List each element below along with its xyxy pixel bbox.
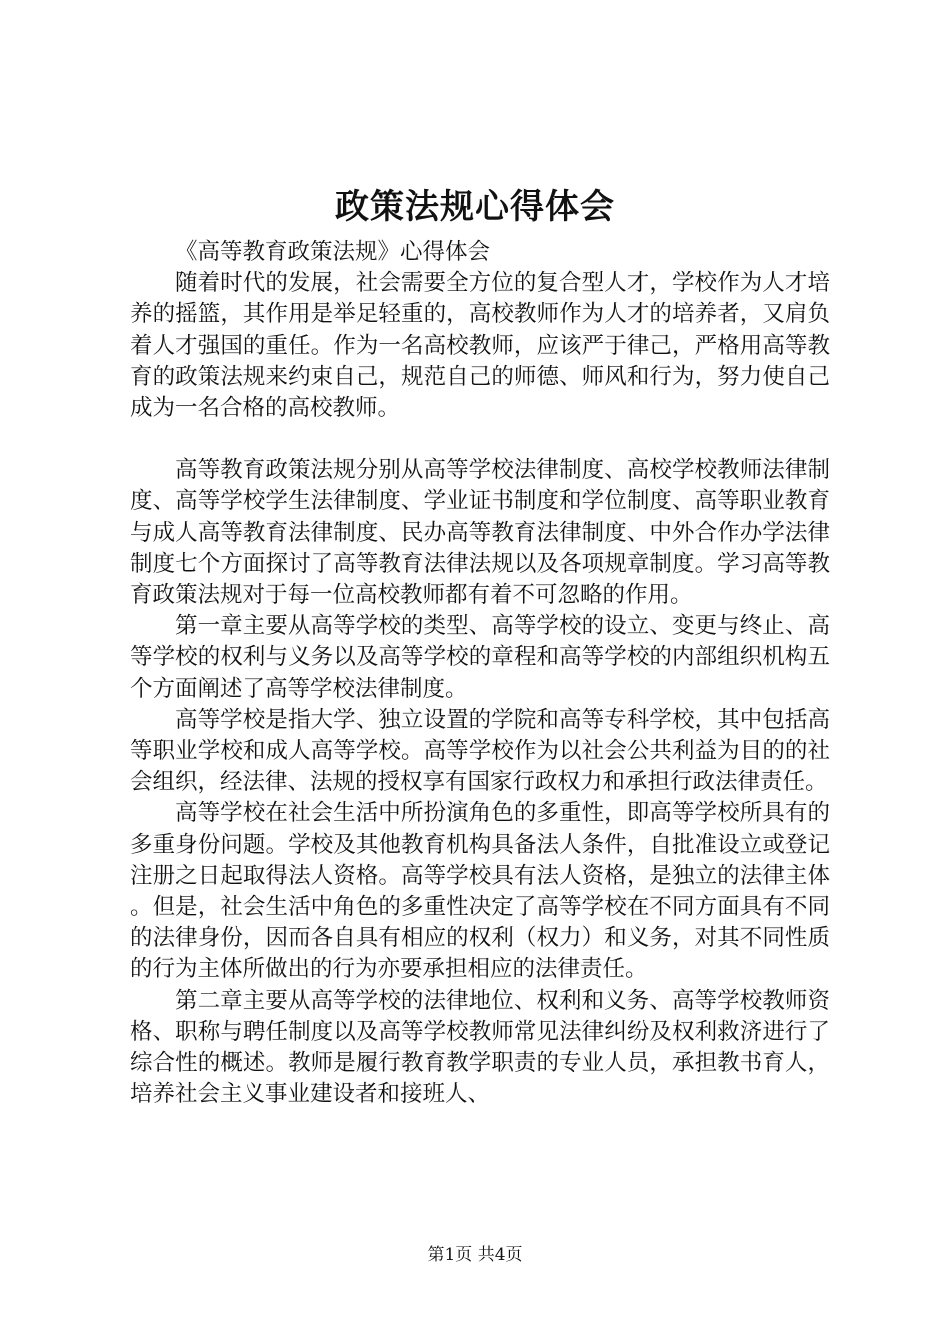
paragraph: 高等学校在社会生活中所扮演角色的多重性，即高等学校所具有的多重身份问题。学校及其他教育机构具备法人条件，自批准设立或登记注册之日起取得法人资格。高等学校具有法人资格，是独立的法律主体。但是，社会生活中角色的多重性决定了高等学校在不同方面具有不同的法律身份，因而各自具有相应的权利（权力）和义务，对其不同性质的行为主体所做出的行为亦要承担相应的法律责任。 bbox=[130, 800, 830, 983]
document-body bbox=[130, 237, 830, 1110]
paragraph: 高等学校是指大学、独立设置的学院和高等专科学校，其中包括高等职业学校和成人高等学校。高等学校作为以社会公共利益为目的的社会组织，经法律、法规的授权享有国家行政权力和承担行政法律责任。 bbox=[130, 706, 830, 796]
page-footer: 第1页 共4页 bbox=[427, 1245, 523, 1265]
document-title: 政策法规心得体会 bbox=[335, 187, 615, 227]
paragraph: 高等教育政策法规分别从高等学校法律制度、高校学校教师法律制度、高等学校学生法律制度、学业证书制度和学位制度、高等职业教育与成人高等教育法律制度、民办高等教育法律制度、中外合作办学法律制度七个方面探讨了高等教育法律法规以及各项规章制度。学习高等教育政策法规对于每一位高校教师都有着不可忽略的作用。 bbox=[130, 457, 830, 609]
paragraph: 第二章主要从高等学校的法律地位、权利和义务、高等学校教师资格、职称与聘任制度以及高等学校教师常见法律纠纷及权利救济进行了综合性的概述。教师是履行教育教学职责的专业人员，承担教书育人，培养社会主义事业建设者和接班人、 bbox=[130, 987, 830, 1108]
paragraph: 随着时代的发展，社会需要全方位的复合型人才，学校作为人才培养的摇篮，其作用是举足轻重的，高校教师作为人才的培养者，又肩负着人才强国的重任。作为一名高校教师，应该严于律己，严格用高等教育的政策法规来约束自己，规范自己的师德、师风和行为，努力使自己成为一名合格的高校教师。 bbox=[130, 270, 830, 422]
paragraph-subtitle: 《高等教育政策法规》心得体会 bbox=[175, 239, 491, 265]
paragraph: 第一章主要从高等学校的类型、高等学校的设立、变更与终止、高等学校的权利与义务以及高等学校的章程和高等学校的内部组织机构五个方面阐述了高等学校法律制度。 bbox=[130, 613, 830, 702]
